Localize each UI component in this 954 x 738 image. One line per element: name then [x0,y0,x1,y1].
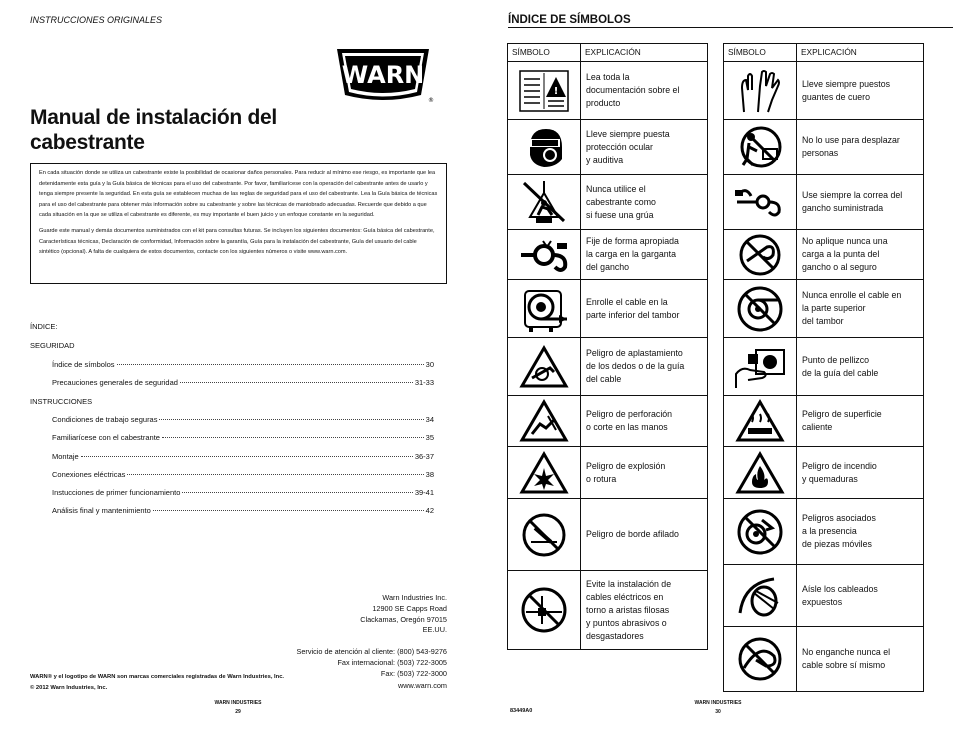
toc-entry-title: Instucciones de primer funcionamiento [52,488,181,497]
read-manual-icon [518,69,570,113]
right-page [477,0,954,738]
crush-hazard-icon [520,346,568,388]
symbol-explanation: Evite la instalación de cables eléctricos en torno a aristas filosas y puntos abrasivos o desgastadores [586,578,672,641]
toc-entry[interactable] [52,452,434,461]
symbol-explanation: Peligro de superficie caliente [802,409,882,432]
moving-parts-icon [736,508,784,556]
toc-entry-title: Precauciones generales de seguridad [52,378,178,387]
address-line: Clackamas, Oregón 97015 [360,614,447,624]
toc-leader [162,437,424,438]
toc-entry[interactable] [52,470,434,479]
toc-entry-page: 35 [425,433,434,442]
table-row [724,230,923,280]
document-code: 83449A0 [510,708,533,714]
symbols-table-right [723,43,924,692]
svg-text:®: ® [428,97,434,104]
symbol-explanation: Fije de forma apropiada la carga en la garganta del gancho [586,236,679,272]
symbol-explanation: Peligro de aplastamiento de los dedos o de la guía del cable [586,348,685,384]
symbol-explanation: Lleve siempre puesta protección ocular y auditiva [586,128,670,165]
symbol-explanation: No lo use para desplazar personas [802,135,900,158]
symbol-explanation: Lea toda la documentación sobre el producto [586,72,680,108]
toc-entry[interactable] [52,433,434,442]
symbol-explanation: No aplique nunca una carga a la punta del gancho o al seguro [802,236,888,272]
column-header-explanation: EXPLICACIÓN [585,47,641,57]
insulate-wiring-icon [734,573,786,619]
table-row [508,280,707,338]
toc-entry-title: Montaje [52,452,79,461]
toc-entry-page: 31-33 [414,378,434,387]
table-row [508,62,707,120]
contact-info [297,646,448,691]
intro-box [30,163,447,284]
table-row [508,499,707,571]
table-row [724,499,923,565]
table-row [724,447,923,499]
footer-page-number: 30 [715,709,721,715]
toc-leader [127,474,423,475]
hook-strap-icon [733,184,787,220]
symbol-explanation: Peligro de borde afilado [586,529,679,539]
toc-entry-page: 36-37 [414,452,434,461]
intro-paragraph-1: En cada situación donde se utiliza un cabestrante existe la posibilidad de ocasionar daños personales. Para reducir al mínimo ese riesgo, es importante que lea detenidamente esta guía y la Guía básica de técnicas para el uso del cabestrante. Por favor, familiarícese con la operación del cabestrante antes de usarlo y tenga siempre presente la seguridad. En esta guía se establecen muchas de las reglas de seguridad para el uso del cabestrante. Lea la Guía básica de técnicas para el uso del cabestrante para obtener más información sobre su cabestrante y sobre las técnicas de maniobrado adecuadas. Recuerde que debido a que cada situación en la que se utiliza el cabestrante es diferente, es muy importante el buen juicio y un enfoque constante en la seguridad. [39,170,438,219]
cable-routing-icon [520,586,568,634]
toc-leader [81,456,413,457]
address-line: 12900 SE Capps Road [372,603,447,613]
table-row [508,447,707,499]
table-row [724,627,923,691]
intro-paragraph-2: Guarde este manual y demás documentos suministrados con el kit para consultas futuras. Se incluyen los siguientes documentos: Guía básica del cabestrante, Características técnicas, Declaración de conformidad, Información sobre la garantía, Guía para la instalación del cabestrante, Guía del usuario del cable sintético (opcional). A falta de cualquiera de estos documentos, contacte con los siguientes números o visite www.warn.com. [39,227,435,256]
symbol-explanation: Aísle los cableados expuestos [802,583,878,607]
toc-entry[interactable] [52,488,434,497]
website-link[interactable]: www.warn.com [397,680,447,690]
toc-leader [153,510,424,511]
symbol-explanation: Peligro de perforación o corte en las manos [586,409,673,432]
no-tip-load-icon [737,233,783,277]
toc-leader [159,419,423,420]
symbol-explanation: Use siempre la correa del gancho suministrada [802,190,903,213]
table-row [724,396,923,447]
hot-surface-icon [736,400,784,442]
company-address [360,593,447,636]
table-row [724,338,923,396]
gloves-icon [738,68,782,114]
toc-entry-page: 30 [425,360,434,369]
toc-entry[interactable] [52,378,434,387]
table-row [724,120,923,175]
address-line: EE.UU. [422,625,447,635]
symbol-explanation: Lleve siempre puestos guantes de cuero [802,78,891,102]
table-row [508,571,707,649]
trademark-line: WARN® y el logotipo de WARN son marcas comerciales registradas de Warn Industries, Inc. [30,674,285,680]
eye-ear-protection-icon [522,125,566,169]
table-row [508,120,707,175]
column-header-symbol: SÍMBOLO [724,44,797,61]
footer-page-number: 29 [235,709,241,715]
svg-text:WARN: WARN [341,61,425,89]
trademark-notice [30,672,284,694]
table-row [724,62,923,120]
symbol-explanation: Peligro de incendio y quemaduras [802,460,877,484]
table-row [508,175,707,230]
toc-leader [182,492,412,493]
toc-entry-page: 39-41 [414,488,434,497]
table-row [724,565,923,627]
customer-service-phone: Servicio de atención al cliente: (800) 543-9276 [296,647,447,656]
explosion-hazard-icon [520,452,568,494]
table-row [508,396,707,447]
fax: Fax: (503) 722-3000 [380,669,447,679]
column-header-symbol: SÍMBOLO [508,44,581,61]
toc-entry-page: 42 [425,506,434,515]
table-row [508,338,707,396]
toc-leader [180,382,413,383]
warn-logo [333,45,433,103]
toc-section-instructions: INSTRUCCIONES [30,397,93,406]
toc-entry[interactable] [52,415,434,424]
address-line: Warn Industries Inc. [382,593,447,602]
symbol-explanation: Nunca utilice el cabestrante como si fuese una grúa [586,183,656,220]
header-label: INSTRUCCIONES ORIGINALES [30,15,163,25]
table-header [724,44,923,62]
international-fax: Fax internacional: (503) 722-3005 [337,658,447,668]
toc-entry-page: 38 [425,470,434,479]
footer-right [692,699,744,717]
fire-hazard-icon [736,452,784,494]
symbols-section-title: ÍNDICE DE SÍMBOLOS [508,14,953,28]
copyright-line: © 2012 Warn Industries, Inc. [30,685,108,691]
pinch-point-icon [734,344,786,390]
toc-entry-title: Análisis final y mantenimiento [52,506,151,515]
symbol-explanation: No enganche nunca el cable sobre sí mismo [802,647,891,670]
toc-entry-title: Condiciones de trabajo seguras [52,415,158,424]
symbol-explanation: Peligros asociados a la presencia de piezas móviles [802,513,876,549]
svg-text:!: ! [553,85,559,97]
table-row [508,230,707,280]
symbol-explanation: Enrolle el cable en la parte inferior del tambor [586,296,680,320]
column-header-explanation: EXPLICACIÓN [801,47,857,57]
no-hook-on-self-icon [736,636,784,682]
symbol-explanation: Nunca enrolle el cable en la parte superior del tambor [802,290,902,326]
toc-entry-title: Índice de símbolos [52,360,115,369]
toc-entry-page: 34 [425,415,434,424]
page-title: Manual de instalación del cabestrante [30,106,277,154]
table-row [724,280,923,338]
sharp-edge-icon [521,512,567,558]
footer-company: WARN INDUSTRIES [214,700,262,706]
hook-throat-icon [517,237,571,273]
toc-entry[interactable] [52,506,434,515]
table-row [724,175,923,230]
toc-section-safety: SEGURIDAD [30,341,75,350]
no-lifting-icon [520,179,568,225]
spool-under-drum-icon [519,285,569,333]
footer-left [213,699,263,717]
toc-leader [117,364,424,365]
toc-entry-title: Conexiones eléctricas [52,470,126,479]
symbol-explanation: Peligro de explosión o rotura [586,460,666,484]
symbol-explanation: Punto de pellizco de la guía del cable [802,354,879,378]
toc-entry-title: Familiarícese con el cabestrante [52,433,160,442]
footer-company: WARN INDUSTRIES [694,700,742,706]
toc-entry[interactable] [52,360,434,369]
symbols-table-left [507,43,708,650]
no-people-icon [735,125,785,169]
table-header [508,44,707,62]
hand-cut-hazard-icon [520,400,568,442]
toc-heading: ÍNDICE: [30,322,58,331]
no-spool-over-icon [736,285,784,333]
